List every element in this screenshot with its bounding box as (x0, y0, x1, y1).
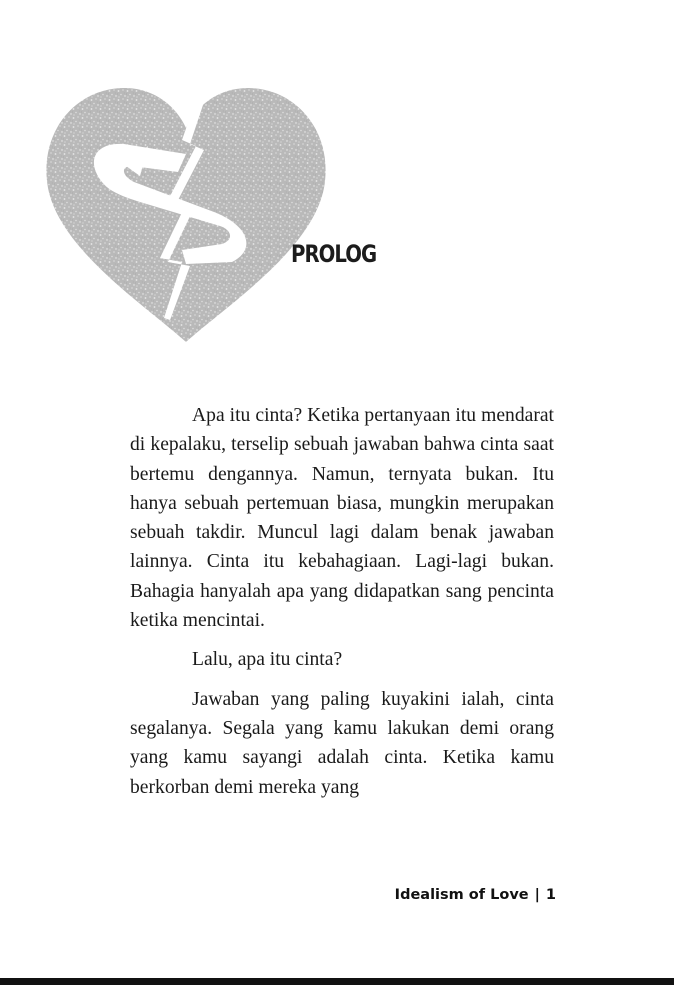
page-number: 1 (545, 887, 556, 903)
page-title: PROLOG (291, 240, 377, 268)
body-text (130, 401, 554, 812)
paragraph: Jawaban yang paling kuyakini ialah, cinta segalanya. Segala yang kamu lakukan demi orang yang kamu sayangi adalah cinta. Ketika kamu berkorban demi mereka yang (130, 688, 554, 798)
footer-separator: | (534, 887, 540, 903)
page-footer (395, 887, 556, 903)
broken-heart-icon (36, 80, 336, 350)
book-title: Idealism of Love (394, 887, 529, 903)
bottom-border (0, 978, 674, 985)
paragraph: Lalu, apa itu cinta? (192, 649, 343, 671)
paragraph: Apa itu cinta? Ketika pertanyaan itu mendarat di kepalaku, terselip sebuah jawaban bahwa cinta saat bertemu dengannya. Namun, ternyata bukan. Itu hanya sebuah pertemuan biasa, mungkin merupakan sebuah takdir. Muncul lagi dalam benak jawaban lainnya. Cinta itu kebahagiaan. Lagi-lagi bukan. Bahagia hanyalah apa yang didapatkan sang pencinta ketika mencintai. (130, 405, 554, 632)
